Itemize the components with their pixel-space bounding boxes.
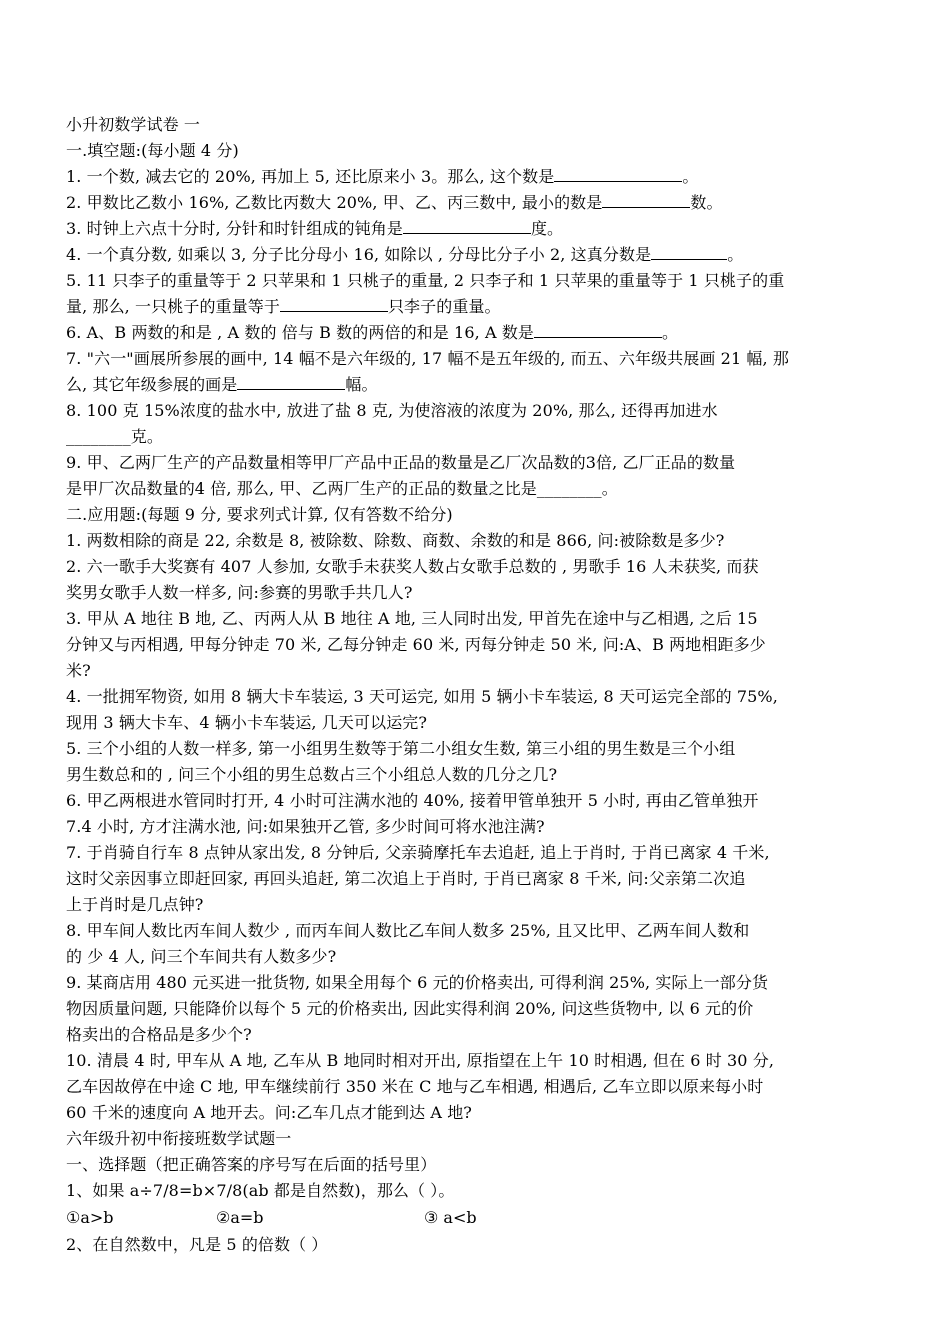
fill-question-8-line2: ________克。: [66, 427, 163, 446]
fill-question-7-line1: 7. "六一"画展所参展的画中, 14 幅不是六年级的, 17 幅不是五年级的, 而五、六年级共展画 21 幅, 那: [66, 349, 789, 368]
app-question-7-line2: 这时父亲因事立即赶回家, 再回头追赶, 第二次追上于肖时, 于肖已离家 8 千米, 问:父亲第二次追: [66, 869, 746, 888]
question-text: 幅。: [345, 375, 378, 394]
choice-option-c: ③ a<b: [424, 1208, 477, 1227]
question-text: 1. 一个数, 减去它的 20%, 再加上 5, 还比原来小 3。那么, 这个数是: [66, 167, 555, 186]
question-text: 量, 那么, 一只桃子的重量等于: [66, 297, 280, 316]
question-text: 2. 甲数比乙数小 16%, 乙数比丙数大 20%, 甲、乙、丙三数中, 最小的数是: [66, 193, 603, 212]
answer-blank: [280, 297, 388, 312]
answer-blank: [403, 219, 531, 234]
exam-content: [66, 112, 886, 1258]
fill-question-7-line2: [66, 372, 886, 398]
app-question-4-line1: 4. 一批拥军物资, 如用 8 辆大卡车装运, 3 天可运完, 如用 5 辆小卡车装运, 8 天可运完全部的 75%,: [66, 687, 778, 706]
choice-question-2: 2、在自然数中，凡是 5 的倍数（ ）: [66, 1235, 328, 1254]
choice-question-1: 1、如果 a÷7/8=b×7/8(ab 都是自然数)，那么（ ）。: [66, 1181, 455, 1200]
exam-title: 小升初数学试卷 一: [66, 115, 200, 134]
section3-heading: 一、选择题（把正确答案的序号写在后面的括号里）: [66, 1155, 437, 1174]
app-question-2-line2: 奖男女歌手人数一样多, 问:参赛的男歌手共几人?: [66, 583, 413, 602]
app-question-2-line1: 2. 六一歌手大奖赛有 407 人参加, 女歌手未获奖人数占女歌手总数的 , 男歌手 16 人未获奖, 而获: [66, 557, 759, 576]
app-question-1: 1. 两数相除的商是 22, 余数是 8, 被除数、除数、商数、余数的和是 866, 问:被除数是多少?: [66, 531, 725, 550]
fill-question-5-line1: 5. 11 只李子的重量等于 2 只苹果和 1 只桃子的重量, 2 只李子和 1 只苹果的重量等于 1 只桃子的重: [66, 271, 785, 290]
answer-blank: [602, 193, 690, 208]
app-question-9-line1: 9. 某商店用 480 元买进一批货物, 如果全用每个 6 元的价格卖出, 可得利润 25%, 实际上一部分货: [66, 973, 769, 992]
question-text: 度。: [530, 219, 564, 238]
app-question-5-line2: 男生数总和的 , 问三个小组的男生总数占三个小组总人数的几分之几?: [66, 765, 558, 784]
app-question-4-line2: 现用 3 辆大卡车、4 辆小卡车装运, 几天可以运完?: [66, 713, 428, 732]
section2-heading: 二.应用题:(每题 9 分, 要求列式计算, 仅有答数不给分): [66, 505, 453, 524]
app-question-3-line2: 分钟又与丙相遇, 甲每分钟走 70 米, 乙每分钟走 60 米, 丙每分钟走 50 米, 问:A、B 两地相距多少: [66, 635, 766, 654]
app-question-10-line1: 10. 清晨 4 时, 甲车从 A 地, 乙车从 B 地同时相对开出, 原指望在上午 10 时相遇, 但在 6 时 30 分,: [66, 1051, 775, 1070]
fill-question-8-line1: 8. 100 克 15%浓度的盐水中, 放进了盐 8 克, 为使溶液的浓度为 20%, 那么, 还得再加进水: [66, 401, 718, 420]
app-question-9-line3: 格卖出的合格品是多少个?: [66, 1025, 252, 1044]
question-text: 数。: [690, 193, 723, 212]
fill-question-2: [66, 190, 886, 216]
app-question-10-line3: 60 千米的速度向 A 地开去。问:乙车几点才能到达 A 地?: [66, 1103, 472, 1122]
app-question-8-line1: 8. 甲车间人数比丙车间人数少 , 而丙车间人数比乙车间人数多 25%, 且又比甲、乙两车间人数和: [66, 921, 750, 940]
question-text: 。: [662, 323, 679, 342]
fill-question-1: [66, 164, 886, 190]
question-text: 。: [682, 167, 699, 186]
app-question-5-line1: 5. 三个小组的人数一样多, 第一小组男生数等于第二小组女生数, 第三小组的男生数是三个小组: [66, 739, 736, 758]
question-text: 。: [727, 245, 744, 264]
app-question-6-line1: 6. 甲乙两根进水管同时打开, 4 小时可注满水池的 40%, 接着甲管单独开 5 小时, 再由乙管单独开: [66, 791, 759, 810]
question-text: 3. 时钟上六点十分时, 分针和时针组成的钝角是: [66, 219, 403, 238]
fill-question-6: [66, 320, 886, 346]
fill-question-9-line1: 9. 甲、乙两厂生产的产品数量相等甲厂产品中正品的数量是乙厂次品数的3倍, 乙厂正品的数量: [66, 453, 736, 472]
question-text: 6. A、B 两数的和是 , A 数的 倍与 B 数的两倍的和是 16, A 数是: [66, 323, 535, 342]
choice-options: [66, 1204, 886, 1232]
app-question-6-line2: 7.4 小时, 方才注满水池, 问:如果独开乙管, 多少时间可将水池注满?: [66, 817, 545, 836]
app-question-10-line2: 乙车因故停在中途 C 地, 甲车继续前行 350 米在 C 地与乙车相遇, 相遇后, 乙车立即以原来每小时: [66, 1077, 764, 1096]
fill-question-4: [66, 242, 886, 268]
app-question-9-line2: 物因质量问题, 只能降价以每个 5 元的价格卖出, 因此实得利润 20%, 问这些货物中, 以 6 元的价: [66, 999, 754, 1018]
fill-question-9-line2: 是甲厂次品数量的4 倍, 那么, 甲、乙两厂生产的正品的数量之比是________。: [66, 479, 618, 498]
question-text: 4. 一个真分数, 如乘以 3, 分子比分母小 16, 如除以 , 分母比分子小 2, 这真分数是: [66, 245, 652, 264]
question-text: 么, 其它年级参展的画是: [66, 375, 238, 394]
app-question-7-line1: 7. 于肖骑自行车 8 点钟从家出发, 8 分钟后, 父亲骑摩托车去追赶, 追上于肖时, 于肖已离家 4 千米,: [66, 843, 770, 862]
fill-question-3: [66, 216, 886, 242]
section1-heading: 一.填空题:(每小题 4 分): [66, 141, 239, 160]
app-question-7-line3: 上于肖时是几点钟?: [66, 895, 204, 914]
answer-blank: [237, 375, 345, 390]
answer-blank: [534, 323, 662, 338]
fill-question-5-line2: [66, 294, 886, 320]
app-question-3-line1: 3. 甲从 A 地往 B 地, 乙、丙两人从 B 地往 A 地, 三人同时出发, 甲首先在途中与乙相遇, 之后 15: [66, 609, 758, 628]
choice-option-b: ②a=b: [216, 1208, 264, 1227]
app-question-8-line2: 的 少 4 人, 问三个车间共有人数多少?: [66, 947, 337, 966]
answer-blank: [651, 245, 727, 260]
choice-option-a: ①a>b: [66, 1208, 114, 1227]
answer-blank: [554, 167, 682, 182]
section3-title: 六年级升初中衔接班数学试题一: [66, 1129, 292, 1148]
app-question-3-line3: 米?: [66, 661, 91, 680]
question-text: 只李子的重量。: [387, 297, 501, 316]
